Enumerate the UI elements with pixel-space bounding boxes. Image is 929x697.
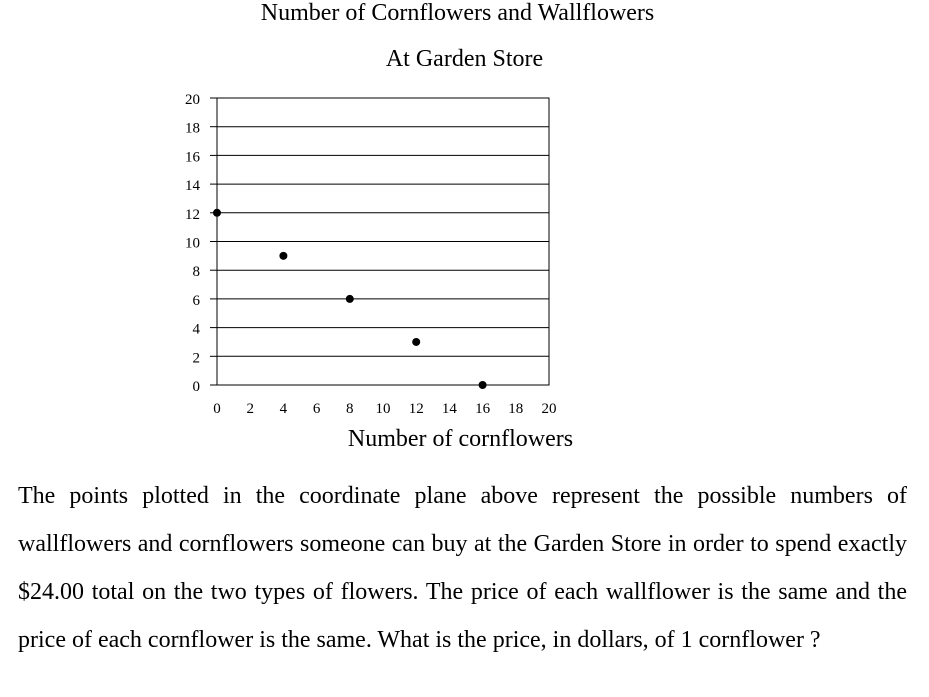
x-tick-label-14: 14 — [441, 401, 457, 417]
y-tick-label-6: 6 — [192, 292, 200, 309]
question-text: The points plotted in the coordinate plane above represent the possible numbers of wallflowers and cornflowers someone can buy at the Garden Store in order to spend exactly $24.00 total on the two types of flowers. The price of each wallflower is the same and the price of each cornflower is the same. What is the price, in dollars, of 1 cornflower ? — [18, 483, 907, 653]
y-tick-label-12: 12 — [185, 206, 200, 223]
x-tick-label-8: 8 — [346, 401, 354, 417]
data-point — [479, 381, 487, 389]
data-point — [213, 209, 221, 217]
y-tick-label-14: 14 — [185, 178, 200, 195]
x-tick-label-10: 10 — [375, 401, 391, 417]
x-tick-label-4: 4 — [279, 401, 288, 417]
x-tick-label-0: 0 — [213, 401, 221, 417]
y-tick-label-0: 0 — [192, 379, 200, 395]
x-tick-label-20: 20 — [541, 401, 557, 417]
data-point — [346, 295, 354, 303]
x-axis-label: Number of cornflowers — [347, 426, 574, 452]
x-tick-label-18: 18 — [508, 401, 524, 417]
y-tick-label-10: 10 — [185, 235, 200, 252]
y-tick-label-16: 16 — [185, 149, 200, 166]
y-tick-label-20: 20 — [185, 92, 200, 108]
data-point — [279, 252, 287, 260]
x-tick-label-12: 12 — [408, 401, 424, 417]
y-tick-label-18: 18 — [185, 120, 200, 137]
data-point — [412, 338, 420, 346]
y-tick-label-4: 4 — [192, 321, 200, 338]
x-tick-label-16: 16 — [475, 401, 491, 417]
y-tick-label-2: 2 — [192, 350, 200, 367]
x-tick-label-6: 6 — [312, 401, 321, 417]
x-tick-label-2: 2 — [246, 401, 254, 417]
chart-subtitle: At Garden Store — [385, 46, 544, 72]
y-tick-label-8: 8 — [192, 264, 200, 281]
chart-title: Number of Cornflowers and Wallflowers — [260, 0, 655, 26]
